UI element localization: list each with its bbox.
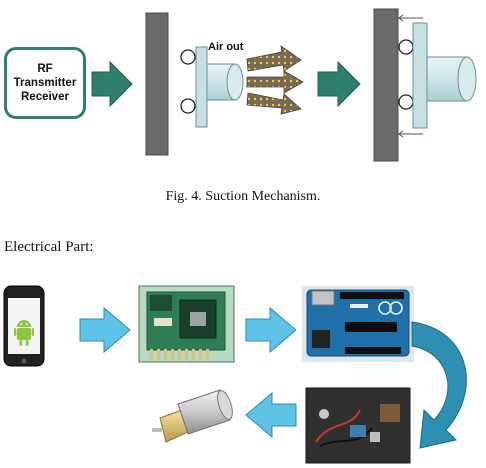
motor-driver-circuit-icon: [306, 388, 410, 463]
right-suction-cup: [399, 23, 476, 128]
section-heading: Electrical Part:: [4, 239, 94, 255]
air-out-label: Air out: [208, 41, 244, 53]
curved-arrow: [412, 322, 466, 448]
air-out-arrows: [247, 46, 303, 114]
android-phone-icon: [4, 286, 44, 366]
blue-arrow-3: [246, 393, 296, 437]
dc-gear-motor-icon: [152, 389, 235, 442]
left-wall: [146, 13, 168, 155]
rf-box-label: RF Transmitter Receiver: [13, 63, 77, 103]
left-suction-cup: [181, 47, 243, 127]
bluetooth-module-icon: [139, 286, 234, 362]
arduino-board-icon: [302, 286, 414, 362]
figure-caption: Fig. 4. Suction Mechanism.: [165, 189, 321, 204]
rf-transmitter-receiver-box: [4, 47, 86, 119]
stage-arrow: [318, 62, 360, 106]
rf-to-wall-arrow: [92, 62, 132, 106]
blue-arrow-2: [246, 308, 296, 352]
blue-arrow-1: [80, 308, 130, 352]
